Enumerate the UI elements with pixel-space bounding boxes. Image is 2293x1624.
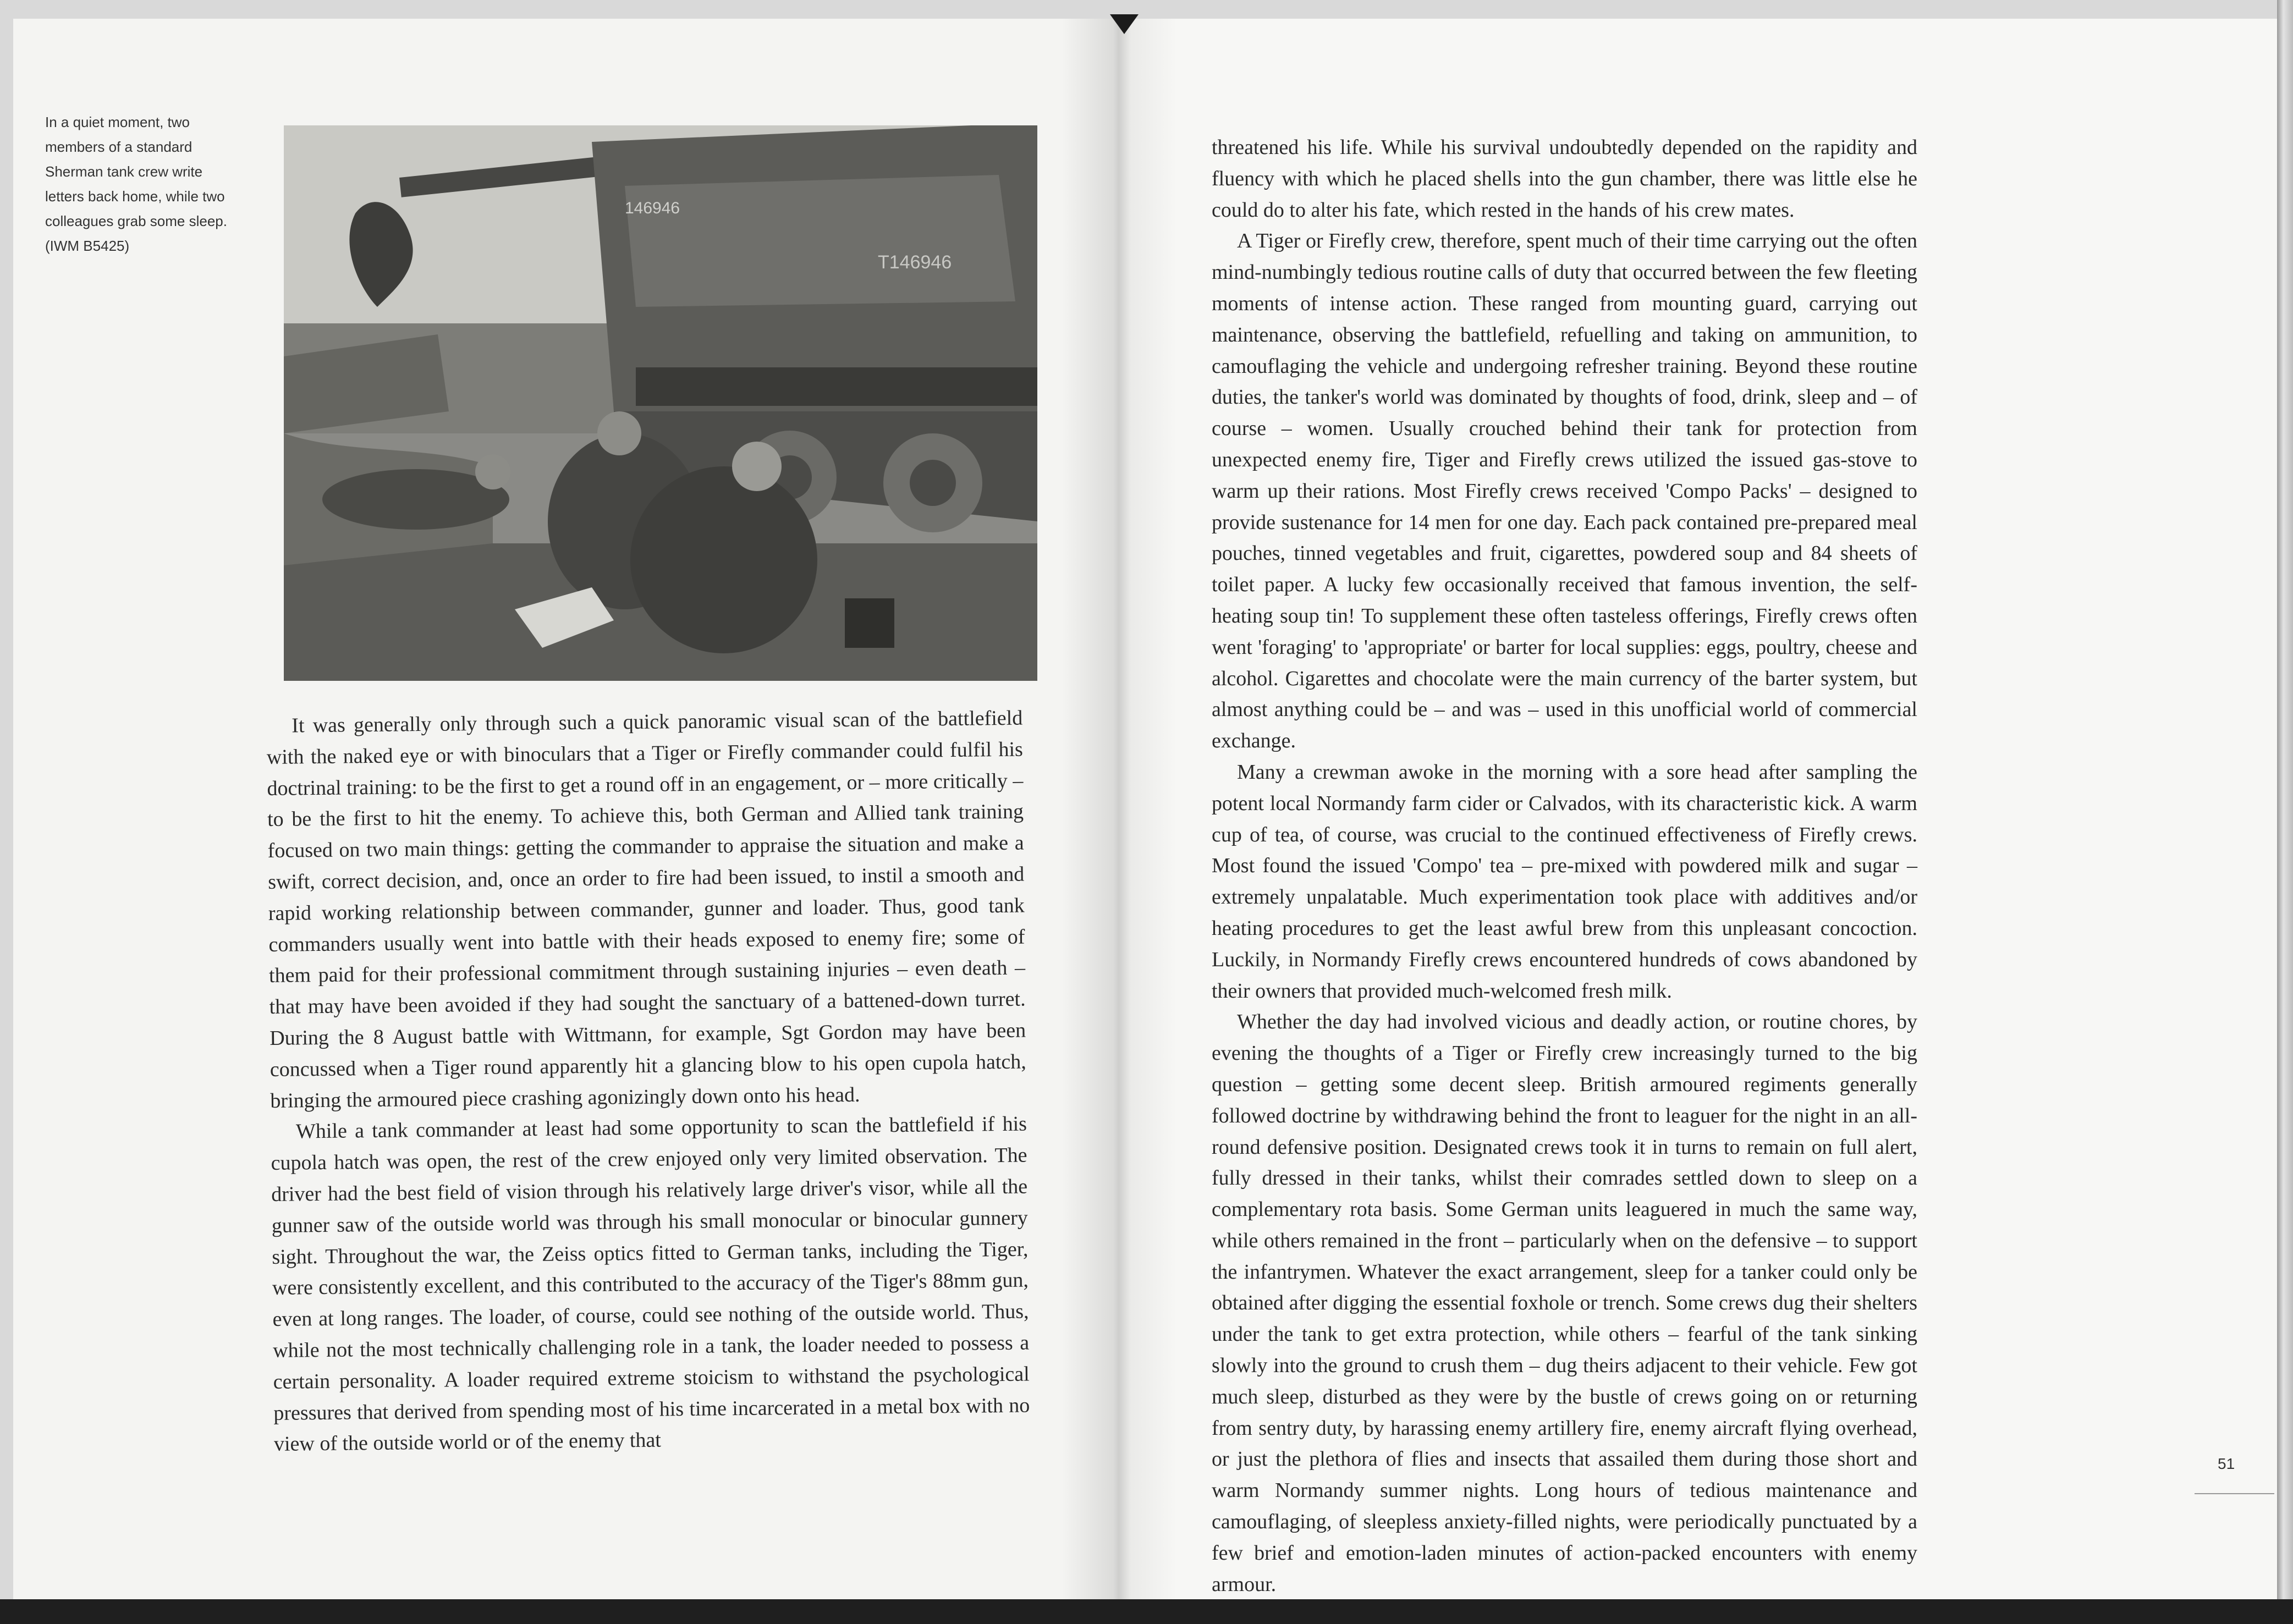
gutter-marker-icon [1110, 14, 1139, 34]
paragraph: It was generally only through such a quick panoramic visual scan of the battlefield with the naked eye or with binoculars that a Tiger or Firefly commander could fulfil his doctrinal training: to be the first to get a round off in an engagement, or – more critically – to be the first to hit the enemy. To achieve this, both German and Allied tank training focused on two main things: getting the commander to appraise the situation and make a swift, correct decision, and, once an order to fire had been issued, to instil a smooth and rapid working relationship between commander, gunner and loader. Thus, good tank commanders usually went into battle with their heads exposed to enemy fire; some of them paid for their professional commitment through sustaining injuries – even death – that may have been avoided if they had sought the sanctuary of a battened-down turret. During the 8 August battle with Wittmann, for example, Sgt Gordon may have been concussed when a Tiger round apparently hit a glancing blow to his open cupola hatch, bringing the armoured piece crashing agonizingly down onto his head. [266, 706, 1026, 1113]
paragraph: threatened his life. While his survival undoubtedly depended on the rapidity and fluency with which he placed shells into the gun chamber, there was little else he could do to alter his fate, which rested in the hands of his crew mates. [1212, 136, 1917, 222]
scan-edge [2277, 0, 2293, 1624]
page-number: 51 [2218, 1455, 2235, 1472]
turret-marking: 146946 [625, 199, 680, 217]
caption-line: Sherman tank crew write [45, 163, 203, 180]
tank-crew-photo-icon [284, 125, 1037, 681]
caption-line: (IWM B5425) [45, 238, 130, 254]
paragraph: Whether the day had involved vicious and deadly action, or routine chores, by evening the thoughts of a Tiger or Firefly crew increasingly turned to the big question – getting some decent sleep. British armoured regiments generally followed doctrine by withdrawing behind the front to leaguer for the night in an all-round defensive position. Designated crews took it in turns to remain on full alert, fully dressed in their tanks, whilst their comrades settled down to sleep on a complementary rota basis. Some German units leaguered in much the same way, while others remained in the front – particularly when on the defensive – to support the infantrymen. Whatever the exact arrangement, sleep for a tanker could only be obtained after digging the essential foxhole or trench. Some crews dug their shelters under the tank to get extra protection, while others – fearful of the tank sinking slowly into the ground to crush them – dug theirs adjacent to their vehicle. Few got much sleep, disturbed as they were by the bustle of crews going on or returning from sentry duty, by harassing enemy artillery fire, enemy aircraft flying overhead, or just the plethora of flies and insects that assailed them during those short and warm Normandy summer nights. Long hours of tedious maintenance and camouflaging, of sleepless anxiety-filled nights, were periodically punctuated by a few brief and emotion-laden minutes of action-packed encounters with enemy armour. [1212, 1010, 1917, 1596]
paragraph: While a tank commander at least had some opportunity to scan the battlefield if his cupola hatch was open, the rest of the crew enjoyed only very limited observation. The driver had the best field of vision through his relatively large driver's visor, while all the gunner saw of the outside world was through his small monocular or binocular gunnery sight. Throughout the war, the Zeiss optics fitted to German tanks, including the Tiger, were consistently excellent, and this contributed to the accuracy of the Tiger's 88mm gun, even at long ranges. The loader, of course, could see nothing of the outside world. Thus, while not the most technically challenging role in a tank, the loader needed to possess a certain personality. A loader required extreme stoicism to withstand the psychological pressures that derived from spending most of his time incarcerated in a metal box with no view of the outside world or of the enemy that [271, 1112, 1030, 1456]
paragraph: A Tiger or Firefly crew, therefore, spent much of their time carrying out the often mind-numbingly tedious routine calls of duty that occurred between the few fleeting moments of intense action. These ranged from mounting guard, carrying out maintenance, observing the battlefield, refuelling and taking on ammunition, to camouflaging the vehicle and undergoing refresher training. Beyond these routine duties, the tanker's world was dominated by thoughts of food, drink, sleep and – of course – women. Usually crouched behind their tank for protection from unexpected enemy fire, Tiger and Firefly crews utilized the issued gas-stove to warm up their rations. Most Firefly crews received 'Compo Packs' – designed to provide sustenance for 14 men for one day. Each pack contained pre-prepared meal pouches, tinned vegetables and fruit, cigarettes, powdered soup and 84 sheets of toilet paper. A lucky few occasionally received that famous invention, the self-heating soup tin! To supplement these often tasteless offerings, Firefly crews often went 'foraging' to 'appropriate' or barter for local supplies: eggs, poultry, cheese and alcohol. Cigarettes and chocolate were the main currency of the barter system, but almost anything could be – and was – used in this unofficial world of commercial exchange. [1212, 229, 1917, 753]
caption-line: letters back home, while two [45, 188, 225, 205]
caption-line: In a quiet moment, two [45, 114, 190, 130]
paragraph: Many a crewman awoke in the morning with a sore head after sampling the potent local Normandy farm cider or Calvados, with its characteristic kick. A warm cup of tea, of course, was crucial to the continued effectiveness of Firefly crews. Most found the issued 'Compo' tea – pre-mixed with powdered milk and sugar – extremely unpalatable. Much experimentation took place with additives and/or heating procedures to get the least awful brew from this unpleasant concoction. Luckily, in Normandy Firefly crews encountered hundreds of cows abandoned by their owners that provided much-welcomed fresh milk. [1212, 760, 1917, 1003]
scan-bottom-border [0, 1599, 2293, 1624]
hull-marking: T146946 [878, 252, 952, 273]
caption-line: members of a standard [45, 139, 193, 155]
right-page-body [1212, 132, 1917, 1600]
gutter-shadow [1062, 19, 1177, 1603]
caption-line: colleagues grab some sleep. [45, 213, 227, 229]
tank-crew-photo [284, 125, 1037, 681]
photo-caption [45, 110, 254, 258]
page-number-rule [2195, 1493, 2274, 1494]
left-page-body [266, 703, 1030, 1460]
